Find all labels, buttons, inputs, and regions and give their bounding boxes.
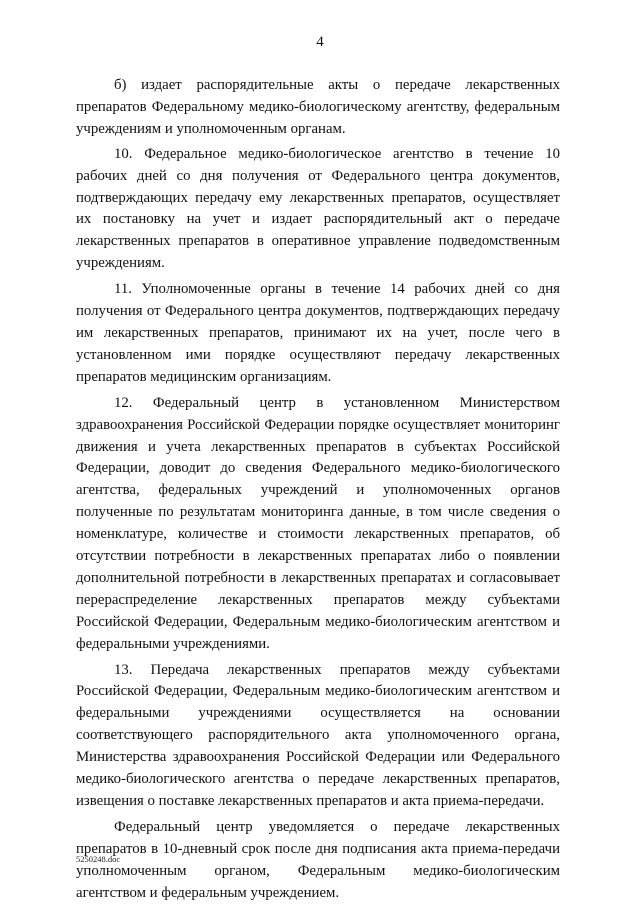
document-body xyxy=(76,75,560,909)
paragraph-item-b: б) издает распорядительные акты о передаче лекарственных препаратов Федеральному медико-биологическому агентству, федеральным учреждениям и уполномоченным органам. xyxy=(76,77,560,137)
footer-file-name: 5250248.doc xyxy=(76,854,121,864)
page-number: 4 xyxy=(316,34,324,50)
paragraph-notification: Федеральный центр уведомляется о передаче лекарственных препаратов в 10-дневный срок после дня подписания акта приема-передачи уполномоченным органом, Федеральным медико-биологическим агентством и федеральным учреждением. xyxy=(76,818,560,901)
paragraph-12: 12. Федеральный центр в установленном Министерством здравоохранения Российской Федерации порядке осуществляет мониторинг движения и учета лекарственных препаратов в субъектах Российской Федерации, доводит до сведения Федерального медико-биологического агентства, федеральных учреждений и уполномоченных органов полученные по результатам мониторинга данные, в том числе сведения о номенклатуре, количестве и стоимости лекарственных препаратов, об отсутствии потребности в лекарственных препаратах либо о появлении дополнительной потребности в лекарственных препаратах и согласовывает перераспределение лекарственных препаратов между субъектами Российской Федерации, Федеральным медико-биологическим агентством и федеральными учреждениями. xyxy=(76,394,560,652)
paragraph-10: 10. Федеральное медико-биологическое агентство в течение 10 рабочих дней со дня получения от Федерального центра документов, подтверждающих передачу ему лекарственных препаратов, осуществляет их постановку на учет и издает распорядительный акт о передаче лекарственных препаратов в оперативное управление подведомственным учреждениям. xyxy=(76,145,560,272)
paragraph-13: 13. Передача лекарственных препаратов между субъектами Российской Федерации, Федеральным медико-биологическим агентством и федеральными учреждениями осуществляется на основании соответствующего распорядительного акта уполномоченного органа, Министерства здравоохранения Российской Федерации или Федерального медико-биологического агентства о передаче лекарственных препаратов, извещения о поставке лекарственных препаратов и акта приема-передачи. xyxy=(76,661,560,809)
paragraph-11: 11. Уполномоченные органы в течение 14 рабочих дней со дня получения от Федерального центра документов, подтверждающих передачу им лекарственных препаратов, принимают их на учет, после чего в установленном ими порядке осуществляют передачу лекарственных препаратов медицинским организациям. xyxy=(76,281,560,385)
